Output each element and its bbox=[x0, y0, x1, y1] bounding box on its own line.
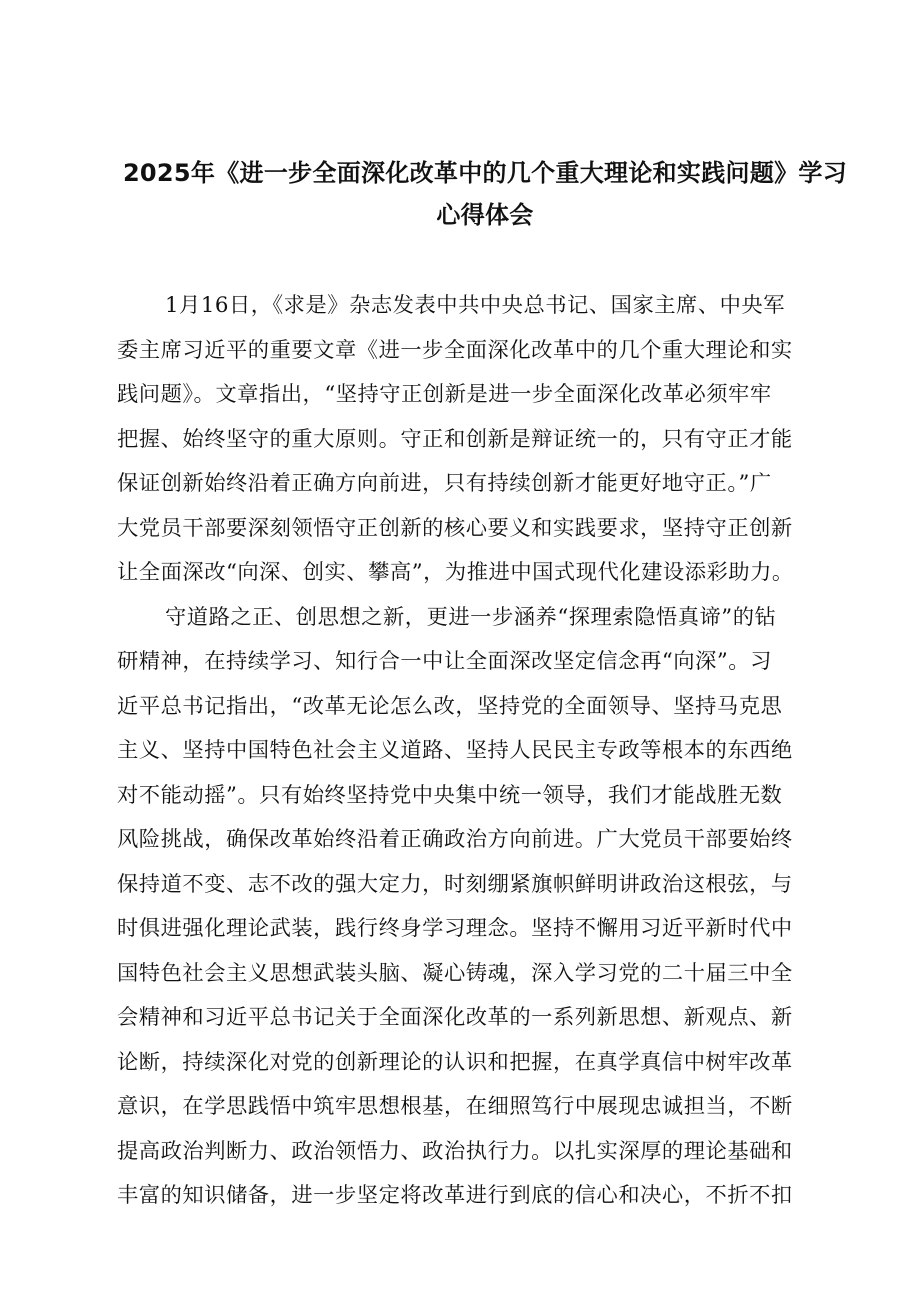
document-body bbox=[117, 284, 847, 1219]
paragraph-line: 国特色社会主义思想武装头脑、凝心铸魂，深入学习党的二十届三中全 bbox=[117, 960, 793, 986]
paragraph-line: 大党员干部要深刻领悟守正创新的核心要义和实践要求，坚持守正创新 bbox=[117, 515, 793, 541]
paragraph-line: 风险挑战，确保改革始终沿着正确政治方向前进。广大党员干部要始终 bbox=[117, 827, 793, 852]
paragraph-line: 主义、坚持中国特色社会主义道路、坚持人民民主专政等根本的东西绝 bbox=[117, 738, 793, 763]
paragraph-line: 近平总书记指出，“改革无论怎么改，坚持党的全面领导、坚持马克思 bbox=[117, 693, 783, 719]
paragraph-line: 研精神，在持续学习、知行合一中让全面深改坚定信念再“向深”。习 bbox=[117, 649, 772, 674]
paragraph-line: 对不能动摇”。只有始终坚持党中央集中统一领导，我们才能战胜无数 bbox=[117, 782, 783, 808]
paragraph-line: 委主席习近平的重要文章《进一步全面深化改革中的几个重大理论和实 bbox=[117, 337, 793, 363]
title-line-2: 心得体会 bbox=[436, 201, 534, 229]
paragraph-line: 会精神和习近平总书记关于全面深化改革的一系列新思想、新观点、新 bbox=[117, 1005, 793, 1030]
paragraph-line: 论断，持续深化对党的创新理论的认识和把握，在真学真信中树牢改革 bbox=[117, 1049, 793, 1075]
paragraph-line: 让全面深改“向深、创实、攀高”，为推进中国式现代化建设添彩助力。 bbox=[117, 560, 794, 585]
paragraph-line: 守道路之正、创思想之新，更进一步涵养“探理索隐悟真谛”的钻 bbox=[165, 604, 777, 630]
title-line-1: 2025年《进一步全面深化改革中的几个重大理论和实践问题》学习 bbox=[122, 159, 848, 187]
paragraph-line: 时俱进强化理论武装，践行终身学习理念。坚持不懈用习近平新时代中 bbox=[117, 916, 793, 941]
paragraph-line: 1月16日，《求是》杂志发表中共中央总书记、国家主席、中央军 bbox=[165, 293, 786, 318]
paragraph-line: 丰富的知识储备，进一步坚定将改革进行到底的信心和决心，不折不扣 bbox=[117, 1183, 793, 1208]
paragraph-2 bbox=[117, 596, 847, 1219]
document-title bbox=[110, 152, 860, 236]
paragraph-line: 保持道不变、志不改的强大定力，时刻绷紧旗帜鲜明讲政治这根弦，与 bbox=[117, 871, 793, 897]
paragraph-line: 保证创新始终沿着正确方向前进，只有持续创新才能更好地守正。”广 bbox=[117, 471, 772, 496]
paragraph-line: 把握、始终坚守的重大原则。守正和创新是辩证统一的，只有守正才能 bbox=[117, 426, 793, 452]
paragraph-line: 提高政治判断力、政治领悟力、政治执行力。以扎实深厚的理论基础和 bbox=[117, 1138, 793, 1164]
paragraph-1 bbox=[117, 284, 847, 596]
paragraph-line: 践问题》。文章指出，“坚持守正创新是进一步全面深化改革必须牢牢 bbox=[117, 382, 772, 407]
paragraph-line: 意识，在学思践悟中筑牢思想根基，在细照笃行中展现忠诚担当，不断 bbox=[117, 1094, 793, 1119]
